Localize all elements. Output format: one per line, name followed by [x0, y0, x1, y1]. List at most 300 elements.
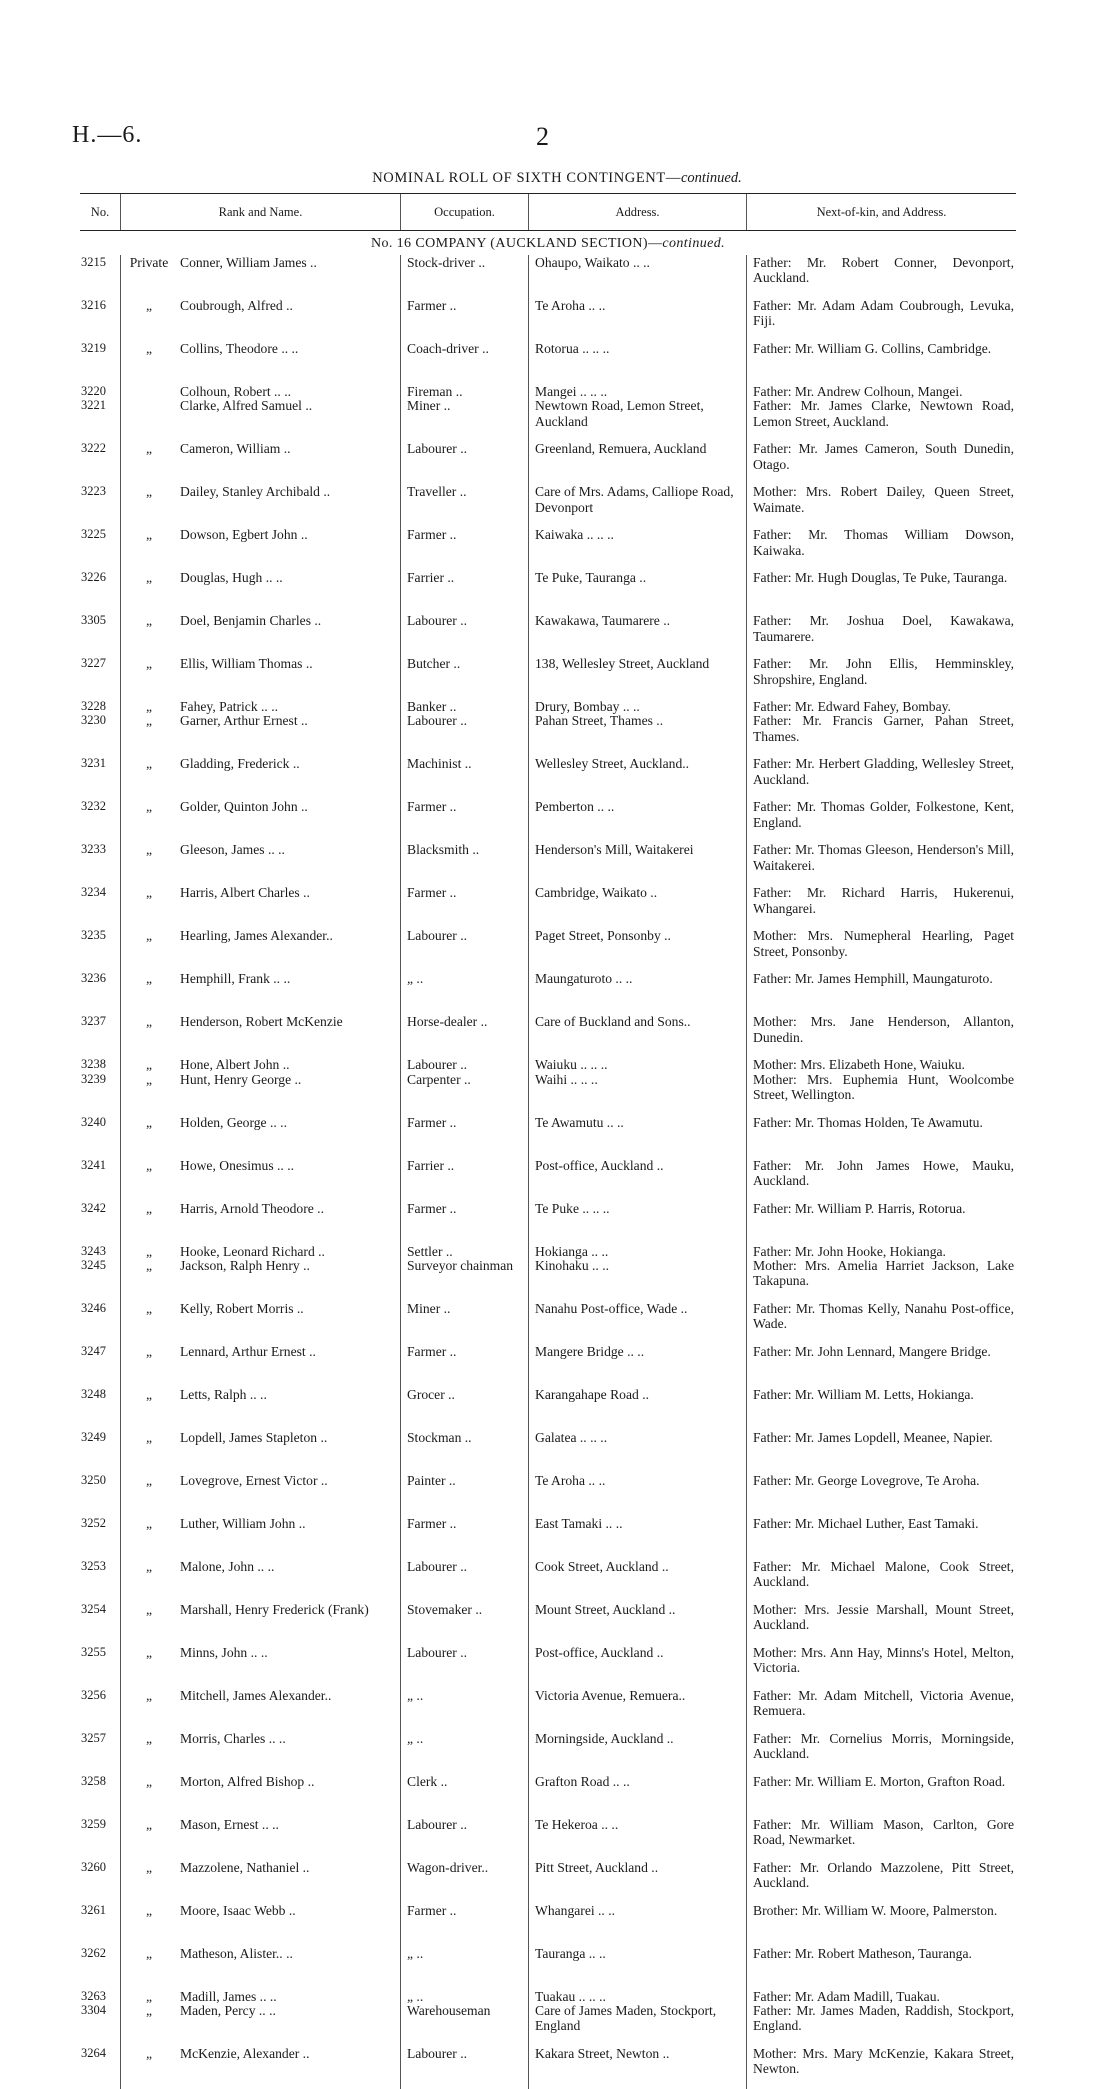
row-rank: „ — [145, 1257, 153, 1273]
row-rank: „ — [145, 527, 153, 543]
row-address: Te Aroha .. .. — [535, 1472, 606, 1488]
row-rank: „ — [145, 1644, 153, 1660]
row-occupation: Labourer .. — [407, 441, 468, 457]
row-name: McKenzie, Alexander .. — [180, 2045, 310, 2061]
row-next-of-kin: Father: Mr. John Lennard, Mangere Bridge. — [753, 1343, 991, 1359]
row-number: 3256 — [81, 1687, 106, 1702]
row-address: Morningside, Auckland .. — [535, 1730, 674, 1746]
row-next-of-kin: Father: Mr. Thomas William Dowson, Kaiwaka. — [753, 527, 1014, 558]
table-row — [80, 1115, 1016, 1158]
row-address: Post-office, Auckland .. — [535, 1157, 664, 1173]
row-occupation: Fireman .. — [407, 384, 463, 399]
table-row — [80, 756, 1016, 799]
row-name: Hooke, Leonard Richard .. — [180, 1243, 325, 1259]
row-address: Te Awamutu .. .. — [535, 1114, 624, 1130]
column-header-next-of-kin: Next-of-kin, and Address. — [746, 194, 1016, 230]
table-row — [80, 298, 1016, 341]
table-row — [80, 1158, 1016, 1201]
row-rank: „ — [145, 1157, 153, 1173]
row-rank: „ — [145, 1687, 153, 1703]
table-row — [80, 971, 1016, 1014]
row-rank: „ — [145, 928, 153, 944]
table-row — [80, 1057, 1016, 1071]
row-rank: „ — [145, 2002, 153, 2018]
row-name: Luther, William John .. — [180, 1515, 306, 1531]
row-next-of-kin: Mother: Mrs. Mary McKenzie, Kakara Street, Newton. — [753, 2045, 1014, 2077]
row-rank: „ — [145, 699, 153, 715]
row-name: Lennard, Arthur Ernest .. — [180, 1343, 316, 1359]
row-rank: „ — [145, 613, 153, 629]
row-number: 3239 — [81, 1071, 106, 1086]
row-address: Newtown Road, Lemon Street, Auckland — [535, 398, 704, 429]
row-rank: „ — [145, 756, 153, 772]
row-rank: „ — [145, 971, 153, 987]
row-number: 3262 — [81, 1945, 106, 1960]
row-next-of-kin: Mother: Mrs. Euphemia Hunt, Woolcombe Street, Wellington. — [753, 1071, 1014, 1102]
row-rank: „ — [145, 1300, 153, 1316]
row-next-of-kin: Father: Mr. Adam Madill, Tuakau. — [753, 1988, 940, 2004]
row-address: Cook Street, Auckland .. — [535, 1558, 669, 1574]
row-number: 3241 — [81, 1157, 106, 1172]
row-name: Gleeson, James .. .. — [180, 842, 285, 858]
table-row — [80, 1201, 1016, 1244]
row-next-of-kin: Father: Mr. James Hemphill, Maungaturoto. — [753, 971, 993, 987]
row-next-of-kin: Mother: Mrs. Jessie Marshall, Mount Street, Auckland. — [753, 1601, 1014, 1633]
row-rank: „ — [145, 484, 153, 500]
row-occupation: Miner .. — [407, 1300, 451, 1316]
row-occupation: Grocer .. — [407, 1386, 455, 1402]
row-rank: „ — [145, 1816, 153, 1832]
row-number: 3215 — [81, 255, 106, 269]
row-address: East Tamaki .. .. — [535, 1515, 623, 1531]
row-next-of-kin: Father: Mr. Edward Fahey, Bombay. — [753, 699, 951, 715]
row-address: Whangarei .. .. — [535, 1902, 616, 1918]
row-name: Minns, John .. .. — [180, 1644, 268, 1660]
row-address: Mangere Bridge .. .. — [535, 1343, 645, 1359]
row-rank: „ — [145, 1386, 153, 1402]
row-address: Te Aroha .. .. — [535, 298, 606, 313]
row-address: Te Hekeroa .. .. — [535, 1816, 619, 1832]
row-number: 3253 — [81, 1558, 106, 1573]
row-occupation: Machinist .. — [407, 756, 472, 772]
row-name: Lovegrove, Ernest Victor .. — [180, 1472, 328, 1488]
row-number: 3228 — [81, 699, 106, 714]
row-rank: „ — [145, 842, 153, 858]
row-address: Pemberton .. .. — [535, 799, 615, 815]
row-occupation: Farmer .. — [407, 298, 457, 313]
row-number: 3246 — [81, 1300, 106, 1315]
row-address: Paget Street, Ponsonby .. — [535, 928, 671, 944]
row-number: 3304 — [81, 2002, 106, 2017]
row-next-of-kin: Father: Mr. John Ellis, Hemminskley, Shropshire, England. — [753, 656, 1014, 687]
table-row — [80, 2003, 1016, 2046]
row-occupation: Miner .. — [407, 398, 451, 414]
row-name: Harris, Albert Charles .. — [180, 885, 310, 901]
row-rank: „ — [145, 1014, 153, 1030]
row-number: 3263 — [81, 1988, 106, 2003]
row-rank: „ — [145, 1343, 153, 1359]
row-name: Mazzolene, Nathaniel .. — [180, 1859, 310, 1875]
row-next-of-kin: Father: Mr. James Lopdell, Meanee, Napier. — [753, 1429, 993, 1445]
row-address: Care of Mrs. Adams, Calliope Road, Devonport — [535, 484, 734, 515]
row-next-of-kin: Father: Mr. William M. Letts, Hokianga. — [753, 1386, 974, 1402]
row-rank: Private — [129, 255, 169, 270]
row-next-of-kin: Mother: Mrs. Numepheral Hearling, Paget Street, Ponsonby. — [753, 928, 1014, 959]
row-next-of-kin: Father: Mr. Thomas Gleeson, Henderson's Mill, Waitakerei. — [753, 842, 1014, 873]
row-number: 3219 — [81, 341, 106, 355]
row-rank: „ — [145, 1902, 153, 1918]
row-address: Rotorua .. .. .. — [535, 341, 610, 356]
row-address: Grafton Road .. .. — [535, 1773, 630, 1789]
row-next-of-kin: Father: Mr. James Cameron, South Dunedin, Otago. — [753, 441, 1014, 472]
row-next-of-kin: Father: Mr. Michael Malone, Cook Street, Auckland. — [753, 1558, 1014, 1590]
row-address: Te Puke .. .. .. — [535, 1200, 610, 1216]
row-rank: „ — [145, 1057, 153, 1073]
row-address: Kawakawa, Taumarere .. — [535, 613, 671, 629]
table-header — [80, 194, 1016, 231]
row-number: 3245 — [81, 1257, 106, 1272]
row-next-of-kin: Father: Mr. James Maden, Raddish, Stockport, England. — [753, 2002, 1014, 2034]
row-name: Moore, Isaac Webb .. — [180, 1902, 296, 1918]
row-name: Jackson, Ralph Henry .. — [180, 1257, 310, 1273]
table-row — [80, 799, 1016, 842]
row-next-of-kin: Father: Mr. Robert Conner, Devonport, Auckland. — [753, 255, 1014, 286]
row-rank: „ — [145, 2045, 153, 2061]
row-address: Greenland, Remuera, Auckland — [535, 441, 707, 457]
table-row — [80, 1301, 1016, 1344]
row-next-of-kin: Father: Mr. Hugh Douglas, Te Puke, Tauranga. — [753, 570, 1008, 586]
table-row — [80, 398, 1016, 441]
row-address: Hokianga .. .. — [535, 1243, 609, 1259]
row-address: Kakara Street, Newton .. — [535, 2045, 670, 2061]
row-name: Hone, Albert John .. — [180, 1057, 290, 1073]
row-occupation: Labourer .. — [407, 2045, 468, 2061]
row-name: Collins, Theodore .. .. — [180, 341, 299, 356]
row-number: 3258 — [81, 1773, 106, 1788]
row-number: 3226 — [81, 570, 106, 585]
row-address: Wellesley Street, Auckland.. — [535, 756, 690, 772]
table-row — [80, 1903, 1016, 1946]
row-next-of-kin: Father: Mr. Cornelius Morris, Morningside, Auckland. — [753, 1730, 1014, 1762]
row-name: Garner, Arthur Ernest .. — [180, 713, 308, 729]
row-occupation: Horse-dealer .. — [407, 1014, 488, 1030]
table-row — [80, 341, 1016, 384]
row-next-of-kin: Father: Mr. James Clarke, Newtown Road, Lemon Street, Auckland. — [753, 398, 1014, 429]
row-rank: „ — [145, 1243, 153, 1259]
row-number: 3234 — [81, 885, 106, 900]
table-row — [80, 1731, 1016, 1774]
row-number: 3305 — [81, 613, 106, 628]
table-row — [80, 1602, 1016, 1645]
row-address: Henderson's Mill, Waitakerei — [535, 842, 694, 858]
row-name: Howe, Onesimus .. .. — [180, 1157, 295, 1173]
row-number: 3220 — [81, 384, 106, 398]
section-heading: No. 16 COMPANY (AUCKLAND SECTION)—continued. — [370, 236, 726, 251]
row-address: Kinohaku .. .. — [535, 1257, 610, 1273]
row-name: Holden, George .. .. — [180, 1114, 287, 1130]
row-next-of-kin: Father: Mr. Herbert Gladding, Wellesley Street, Auckland. — [753, 756, 1014, 787]
row-occupation: Stovemaker .. — [407, 1601, 483, 1617]
row-name: Harris, Arnold Theodore .. — [180, 1200, 324, 1216]
row-rank: „ — [145, 298, 153, 313]
row-address: 138, Wellesley Street, Auckland — [535, 656, 710, 672]
row-number: 3252 — [81, 1515, 106, 1530]
row-number: 3254 — [81, 1601, 106, 1616]
row-number: 3227 — [81, 656, 106, 671]
row-next-of-kin: Father: Mr. Adam Mitchell, Victoria Avenue, Remuera. — [753, 1687, 1014, 1719]
row-occupation: Labourer .. — [407, 613, 468, 629]
row-next-of-kin: Father: Mr. Thomas Holden, Te Awamutu. — [753, 1114, 983, 1130]
row-address: Pahan Street, Thames .. — [535, 713, 664, 729]
row-next-of-kin: Father: Mr. William P. Harris, Rotorua. — [753, 1200, 966, 1216]
row-next-of-kin: Mother: Mrs. Robert Dailey, Queen Street, Waimate. — [753, 484, 1014, 515]
row-rank: „ — [145, 1200, 153, 1216]
row-number: 3248 — [81, 1386, 106, 1401]
row-name: Douglas, Hugh .. .. — [180, 570, 283, 586]
table-row — [80, 1344, 1016, 1387]
table-row — [80, 384, 1016, 398]
row-occupation: Farrier .. — [407, 570, 455, 586]
row-occupation: „ .. — [407, 1730, 424, 1746]
row-name: Mitchell, James Alexander.. — [180, 1687, 332, 1703]
row-next-of-kin: Father: Mr. Joshua Doel, Kawakawa, Taumarere. — [753, 613, 1014, 644]
row-address: Cambridge, Waikato .. — [535, 885, 658, 901]
row-number: 3260 — [81, 1859, 106, 1874]
row-name: Conner, William James .. — [180, 255, 317, 270]
row-rank: „ — [145, 441, 153, 457]
row-number: 3249 — [81, 1429, 106, 1444]
row-address: Drury, Bombay .. .. — [535, 699, 640, 715]
row-rank: „ — [145, 1472, 153, 1488]
row-occupation: Labourer .. — [407, 1816, 468, 1832]
row-number: 3247 — [81, 1343, 106, 1358]
row-name: Doel, Benjamin Charles .. — [180, 613, 322, 629]
row-name: Dowson, Egbert John .. — [180, 527, 308, 543]
row-address: Post-office, Auckland .. — [535, 1644, 664, 1660]
row-number: 3259 — [81, 1816, 106, 1831]
row-rank: „ — [145, 713, 153, 729]
row-next-of-kin: Father: Mr. Michael Luther, East Tamaki. — [753, 1515, 979, 1531]
row-name: Colhoun, Robert .. .. — [180, 384, 292, 399]
row-number: 3243 — [81, 1243, 106, 1258]
row-occupation: Labourer .. — [407, 1644, 468, 1660]
row-occupation: „ .. — [407, 1687, 424, 1703]
table-row — [80, 885, 1016, 928]
row-occupation: Farmer .. — [407, 1902, 457, 1918]
row-address: Mangei .. .. .. — [535, 384, 608, 399]
row-address: Waihi .. .. .. — [535, 1071, 598, 1087]
row-name: Henderson, Robert McKenzie — [180, 1014, 343, 1030]
row-rank: „ — [145, 1071, 153, 1087]
row-occupation: Farmer .. — [407, 885, 457, 901]
table-row — [80, 527, 1016, 570]
row-occupation: Settler .. — [407, 1243, 453, 1259]
row-rank: „ — [145, 1429, 153, 1445]
row-number: 3236 — [81, 971, 106, 986]
row-name: Malone, John .. .. — [180, 1558, 275, 1574]
row-address: Karangahape Road .. — [535, 1386, 649, 1402]
table-row — [80, 1688, 1016, 1731]
row-address: Te Puke, Tauranga .. — [535, 570, 647, 586]
row-next-of-kin: Father: Mr. Thomas Kelly, Nanahu Post-office, Wade. — [753, 1300, 1014, 1332]
row-rank: „ — [145, 799, 153, 815]
page-number: 2 — [536, 122, 549, 151]
column-header-occupation: Occupation. — [400, 194, 528, 230]
row-rank — [120, 398, 178, 441]
row-address: Kaiwaka .. .. .. — [535, 527, 614, 543]
table-row — [80, 1430, 1016, 1473]
row-occupation: Farmer .. — [407, 1200, 457, 1216]
page-title: NOMINAL ROLL OF SIXTH CONTINGENT—continued. — [372, 170, 742, 186]
table-row — [80, 1774, 1016, 1817]
row-next-of-kin: Father: Mr. Adam Adam Coubrough, Levuka, Fiji. — [753, 298, 1014, 329]
row-next-of-kin: Father: Mr. William G. Collins, Cambridge. — [753, 341, 992, 356]
row-next-of-kin: Father: Mr. Orlando Mazzolene, Pitt Street, Auckland. — [753, 1859, 1014, 1891]
table-row — [80, 2046, 1016, 2089]
row-name: Madill, James .. .. — [180, 1988, 277, 2004]
row-number: 3225 — [81, 527, 106, 542]
row-name: Hunt, Henry George .. — [180, 1071, 302, 1087]
row-next-of-kin: Father: Mr. William Mason, Carlton, Gore Road, Newmarket. — [753, 1816, 1014, 1848]
table-row — [80, 1860, 1016, 1903]
row-occupation: Banker .. — [407, 699, 457, 715]
row-rank: „ — [145, 1730, 153, 1746]
row-next-of-kin: Father: Mr. John Hooke, Hokianga. — [753, 1243, 946, 1259]
table-row — [80, 613, 1016, 656]
row-name: Morris, Charles .. .. — [180, 1730, 286, 1746]
row-occupation: Labourer .. — [407, 1558, 468, 1574]
row-occupation: Painter .. — [407, 1472, 456, 1488]
row-number: 3264 — [81, 2045, 106, 2060]
row-name: Letts, Ralph .. .. — [180, 1386, 267, 1402]
table-row — [80, 1244, 1016, 1258]
row-name: Clarke, Alfred Samuel .. — [180, 398, 313, 414]
row-next-of-kin: Mother: Mrs. Amelia Harriet Jackson, Lake Takapuna. — [753, 1257, 1014, 1289]
row-address: Mount Street, Auckland .. — [535, 1601, 676, 1617]
row-number: 3232 — [81, 799, 106, 814]
row-occupation: Carpenter .. — [407, 1071, 471, 1087]
nominal-roll-table — [80, 193, 1016, 2089]
table-row — [80, 699, 1016, 713]
row-address: Ohaupo, Waikato .. .. — [535, 255, 650, 270]
table-row — [80, 1014, 1016, 1057]
row-occupation: Farmer .. — [407, 1343, 457, 1359]
table-row — [80, 1258, 1016, 1301]
row-rank: „ — [145, 656, 153, 672]
row-rank: „ — [145, 1859, 153, 1875]
row-occupation: Stock-driver .. — [407, 255, 486, 270]
row-address: Waiuku .. .. .. — [535, 1057, 608, 1073]
row-rank: „ — [145, 1601, 153, 1617]
row-number: 3237 — [81, 1014, 106, 1029]
row-occupation: Surveyor chainman — [407, 1257, 514, 1273]
row-rank: „ — [145, 1515, 153, 1531]
row-name: Golder, Quinton John .. — [180, 799, 308, 815]
row-next-of-kin: Father: Mr. Francis Garner, Pahan Street, Thames. — [753, 713, 1014, 744]
row-address: Galatea .. .. .. — [535, 1429, 608, 1445]
row-occupation: Farmer .. — [407, 527, 457, 543]
row-number: 3216 — [81, 298, 106, 312]
row-name: Ellis, William Thomas .. — [180, 656, 313, 672]
table-row — [80, 570, 1016, 613]
table-row — [80, 255, 1016, 298]
row-address: Care of Buckland and Sons.. — [535, 1014, 691, 1030]
row-name: Gladding, Frederick .. — [180, 756, 300, 772]
row-number: 3231 — [81, 756, 106, 771]
row-rank: „ — [145, 1114, 153, 1130]
row-number: 3233 — [81, 842, 106, 857]
row-number: 3257 — [81, 1730, 106, 1745]
document-reference: H.—6. — [72, 122, 143, 148]
row-address: Care of James Maden, Stockport, England — [535, 2002, 717, 2034]
table-row — [80, 441, 1016, 484]
row-next-of-kin: Father: Mr. William E. Morton, Grafton Road. — [753, 1773, 1006, 1789]
row-rank: „ — [145, 341, 153, 356]
row-occupation: Labourer .. — [407, 928, 468, 944]
row-address: Tuakau .. .. .. — [535, 1988, 606, 2004]
row-number: 3242 — [81, 1200, 106, 1215]
row-number: 3230 — [81, 713, 106, 728]
row-occupation: Coach-driver .. — [407, 341, 489, 356]
row-name: Cameron, William .. — [180, 441, 291, 457]
table-row — [80, 1516, 1016, 1559]
row-occupation: Traveller .. — [407, 484, 467, 500]
table-row — [80, 842, 1016, 885]
row-rank: „ — [145, 1945, 153, 1961]
row-occupation: Stockman .. — [407, 1429, 472, 1445]
row-name: Hemphill, Frank .. .. — [180, 971, 291, 987]
row-number: 3261 — [81, 1902, 106, 1917]
row-name: Mason, Ernest .. .. — [180, 1816, 279, 1832]
row-rank — [120, 384, 178, 399]
row-address: Maungaturoto .. .. — [535, 971, 633, 987]
row-number: 3221 — [81, 398, 106, 413]
column-header-no: No. — [90, 204, 110, 219]
row-next-of-kin: Father: Mr. Robert Matheson, Tauranga. — [753, 1945, 972, 1961]
row-next-of-kin: Father: Mr. Thomas Golder, Folkestone, Kent, England. — [753, 799, 1014, 830]
row-rank: „ — [145, 1558, 153, 1574]
row-next-of-kin: Mother: Mrs. Jane Henderson, Allanton, Dunedin. — [753, 1014, 1014, 1045]
table-row — [80, 484, 1016, 527]
row-address: Nanahu Post-office, Wade .. — [535, 1300, 688, 1316]
row-occupation: „ .. — [407, 1945, 424, 1961]
table-row — [80, 1559, 1016, 1602]
row-rank: „ — [145, 885, 153, 901]
row-next-of-kin: Father: Mr. George Lovegrove, Te Aroha. — [753, 1472, 980, 1488]
row-next-of-kin: Father: Mr. John James Howe, Mauku, Auckland. — [753, 1157, 1014, 1188]
row-number: 3235 — [81, 928, 106, 943]
row-occupation: Labourer .. — [407, 713, 468, 729]
row-occupation: Butcher .. — [407, 656, 461, 672]
row-number: 3240 — [81, 1114, 106, 1129]
row-name: Dailey, Stanley Archibald .. — [180, 484, 331, 500]
row-name: Maden, Percy .. .. — [180, 2002, 276, 2018]
row-next-of-kin: Father: Mr. Richard Harris, Hukerenui, Whangarei. — [753, 885, 1014, 916]
row-name: Lopdell, James Stapleton .. — [180, 1429, 328, 1445]
row-occupation: Farrier .. — [407, 1157, 455, 1173]
row-name: Coubrough, Alfred .. — [180, 298, 293, 313]
row-occupation: Clerk .. — [407, 1773, 448, 1789]
table-row — [80, 1989, 1016, 2003]
table-body — [80, 255, 1016, 2089]
row-number: 3223 — [81, 484, 106, 499]
table-row — [80, 1817, 1016, 1860]
table-row — [80, 1645, 1016, 1688]
row-address: Pitt Street, Auckland .. — [535, 1859, 659, 1875]
row-occupation: Farmer .. — [407, 799, 457, 815]
row-next-of-kin: Mother: Mrs. Ann Hay, Minns's Hotel, Melton, Victoria. — [753, 1644, 1014, 1676]
row-occupation: Warehouseman — [407, 2002, 491, 2018]
